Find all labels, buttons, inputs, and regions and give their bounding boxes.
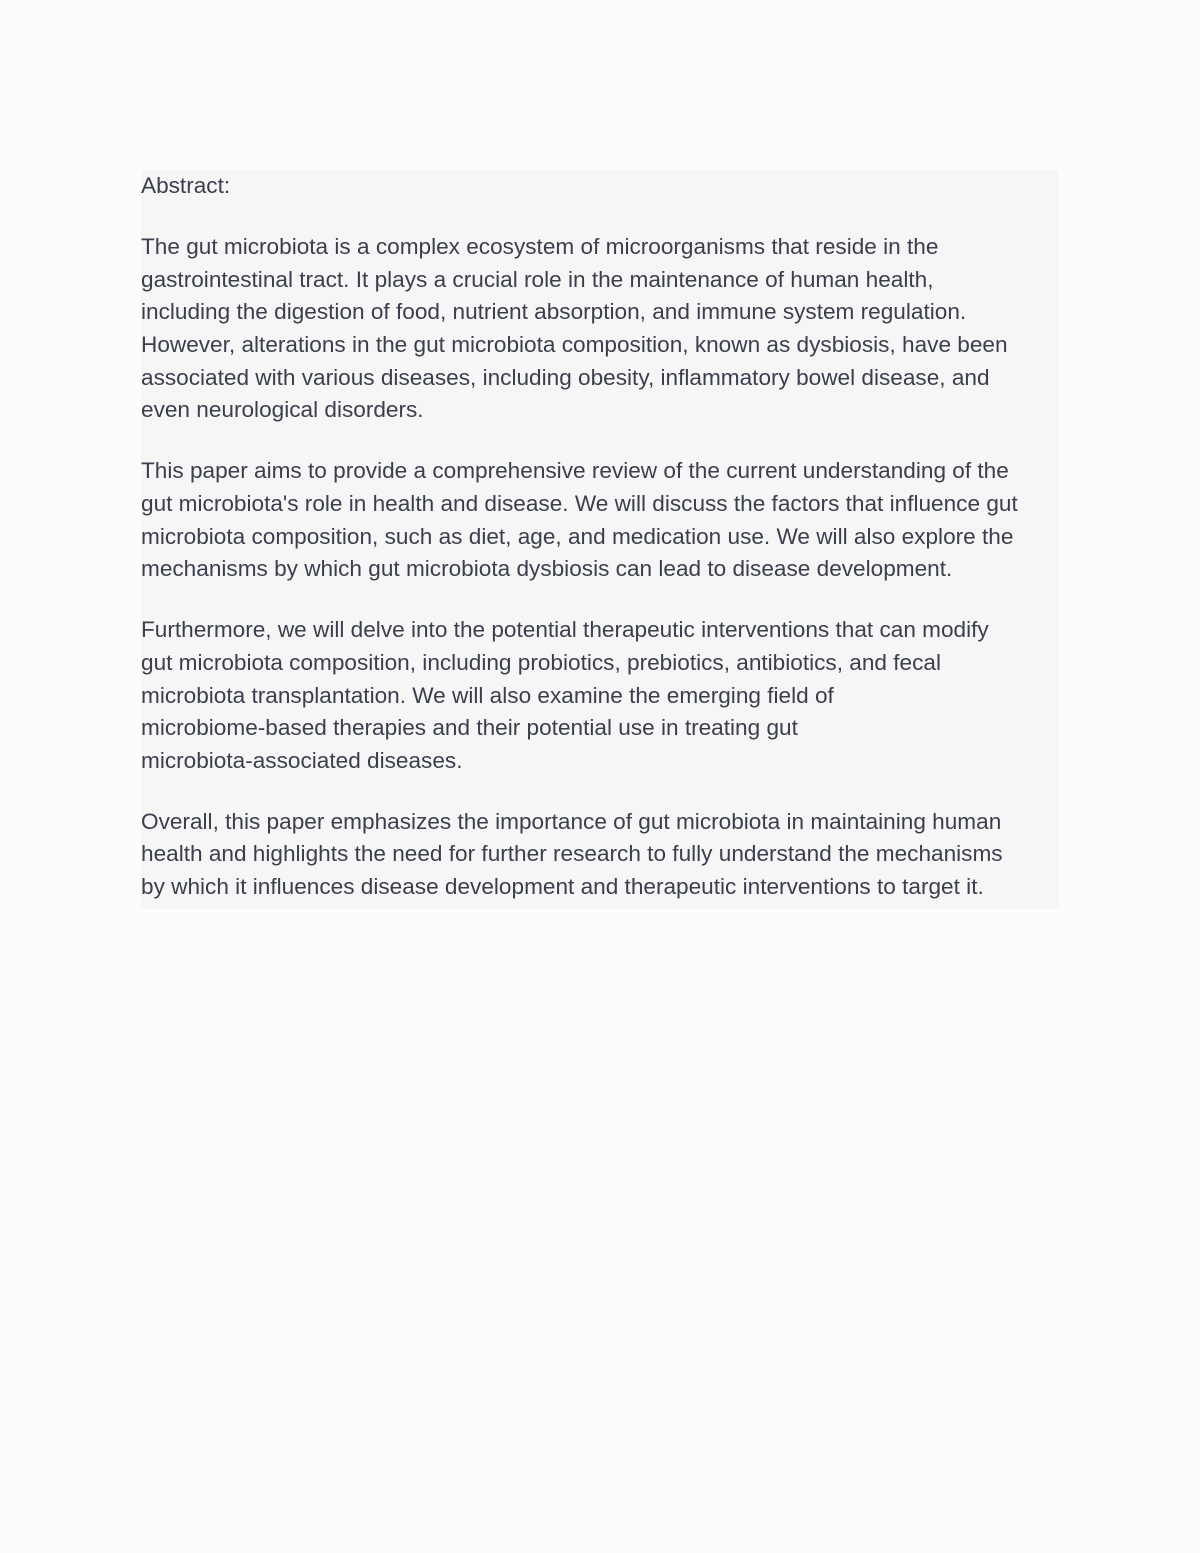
abstract-paragraph-1 [141, 231, 1059, 427]
text-line: even neurological disorders. [141, 397, 424, 423]
text-line: microbiota transplantation. We will also examine the emerging field of [141, 682, 834, 708]
abstract-paragraph-3 [141, 614, 1059, 777]
text-line: associated with various diseases, including obesity, inflammatory bowel disease, and [141, 364, 990, 390]
text-line: microbiota composition, such as diet, age, and medication use. We will also explore the [141, 523, 1014, 549]
text-line: However, alterations in the gut microbiota composition, known as dysbiosis, have been [141, 331, 1008, 357]
text-line: Furthermore, we will delve into the potential therapeutic interventions that can modify [141, 617, 989, 643]
abstract-block [141, 170, 1059, 909]
text-line: microbiota-associated diseases. [141, 747, 463, 773]
text-line: Overall, this paper emphasizes the importance of gut microbiota in maintaining human [141, 808, 1002, 834]
abstract-paragraph-2 [141, 455, 1059, 585]
text-line: gut microbiota composition, including probiotics, prebiotics, antibiotics, and fecal [141, 649, 941, 675]
text-line: gastrointestinal tract. It plays a crucial role in the maintenance of human health, [141, 266, 934, 292]
text-line: including the digestion of food, nutrient absorption, and immune system regulation. [141, 299, 967, 325]
abstract-heading: Abstract: [141, 173, 231, 198]
text-line: gut microbiota's role in health and disease. We will discuss the factors that influence gut [141, 490, 1018, 516]
paragraph-gap [141, 427, 1059, 456]
text-line: mechanisms by which gut microbiota dysbiosis can lead to disease development. [141, 556, 953, 582]
text-line: The gut microbiota is a complex ecosystem of microorganisms that reside in the [141, 234, 939, 260]
paragraph-gap [141, 203, 1059, 232]
text-line: This paper aims to provide a comprehensive review of the current understanding of the [141, 458, 1009, 484]
paragraph-gap [141, 586, 1059, 615]
text-line: health and highlights the need for further research to fully understand the mechanisms [141, 841, 1003, 867]
paragraph-gap [141, 777, 1059, 806]
text-line: by which it influences disease development and therapeutic interventions to target it. [141, 874, 984, 900]
abstract-paragraph-4 [141, 806, 1059, 904]
text-line: microbiome-based therapies and their potential use in treating gut [141, 715, 798, 741]
